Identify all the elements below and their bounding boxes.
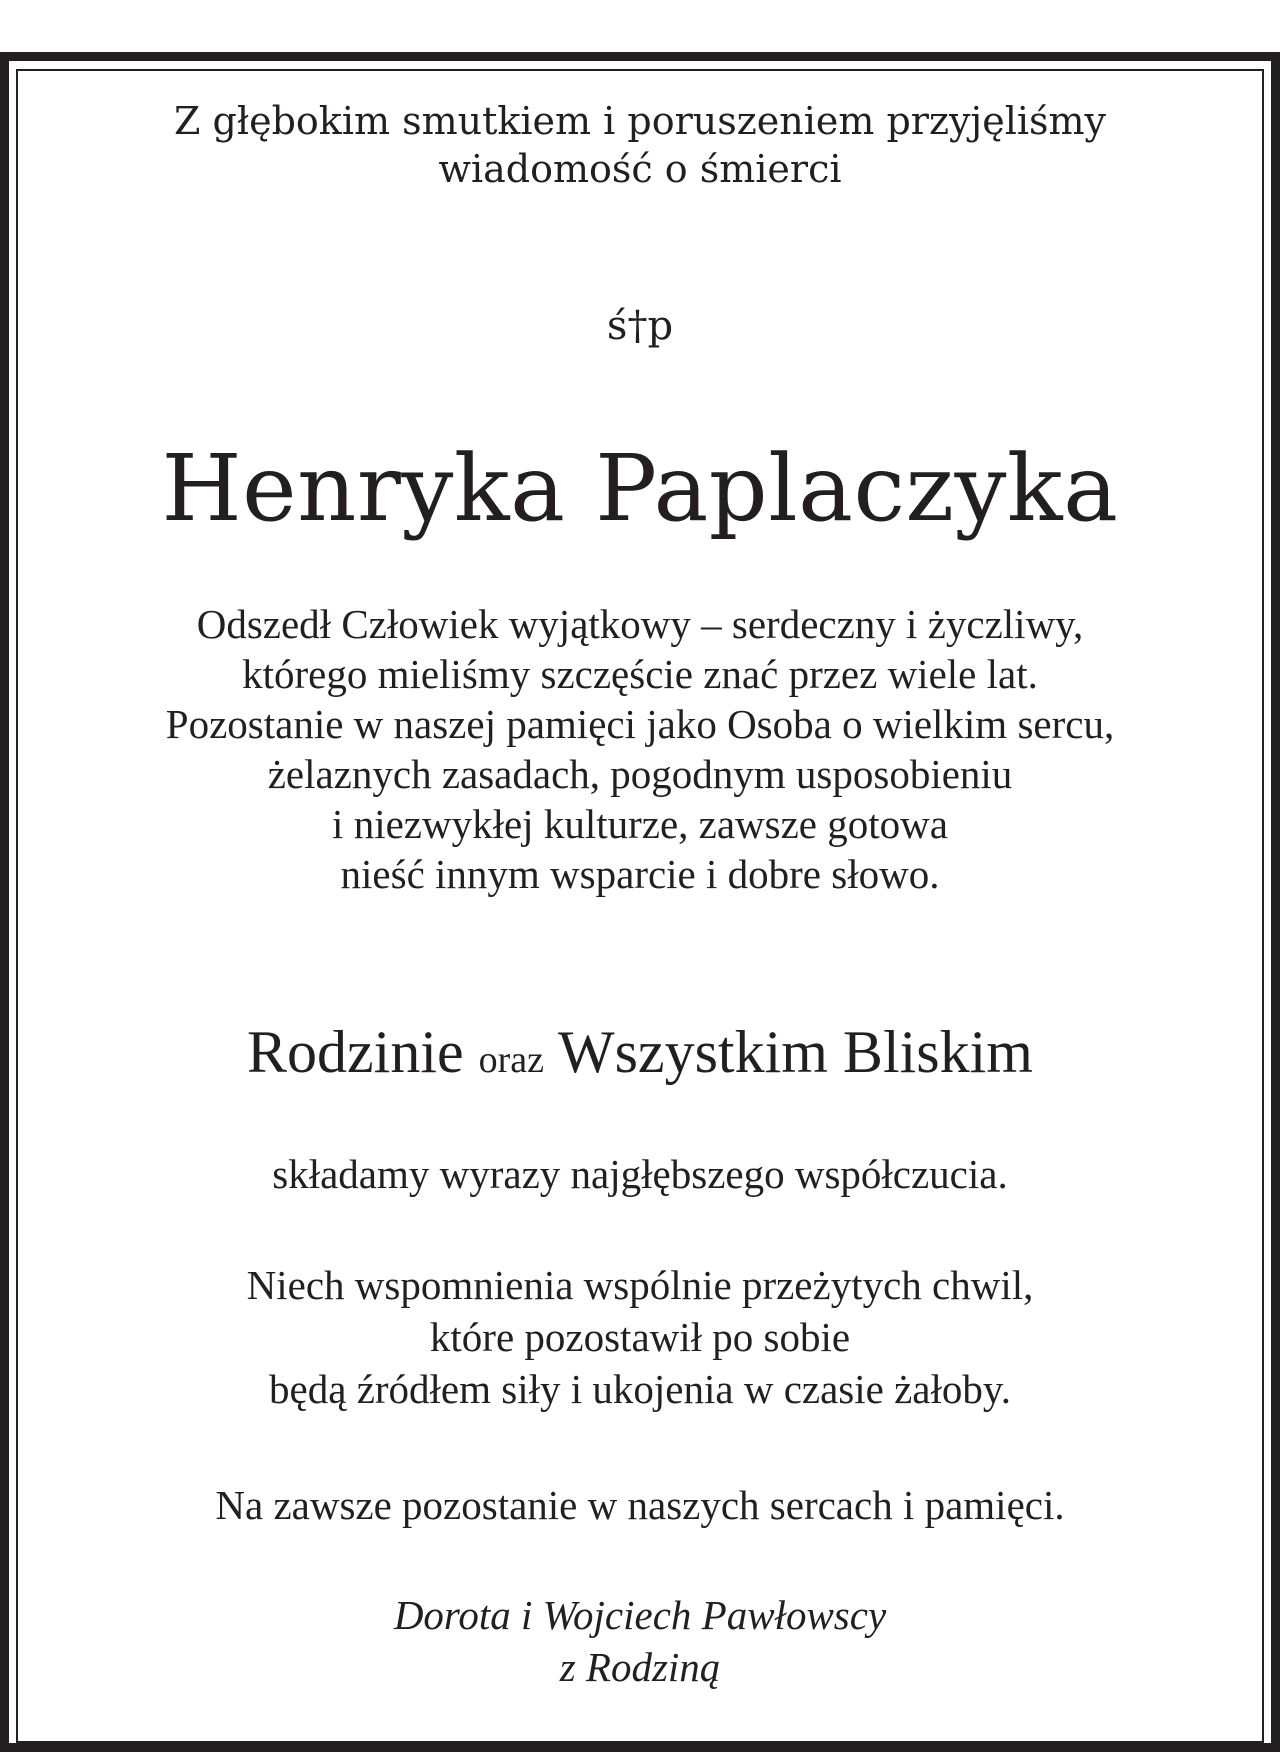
recipients-family: Rodzinie [247,1019,464,1085]
recipients-connector: oraz [478,1039,545,1081]
condolence-text: składamy wyrazy najgłębszego współczucia. [272,1151,1008,1197]
deceased-name: Henryka Paplaczyka [161,435,1119,542]
tribute-text [16,599,1264,899]
intro-line: wiadomość o śmierci [438,147,842,191]
signature-family: z Rodziną [559,1644,721,1690]
intro-line: Z głębokim smutkiem i poruszeniem przyjęliśmy [173,99,1107,143]
tribute-line: żelaznych zasadach, pogodnym usposobieniu [267,751,1013,797]
memories-line: będą źródłem siły i ukojenia w czasie żałoby. [269,1366,1011,1412]
recipients-relatives: Wszystkim Bliskim [557,1019,1033,1085]
tribute-line: Odszedł Człowiek wyjątkowy – serdeczny i życzliwy, [196,601,1084,647]
closing-text: Na zawsze pozostanie w naszych sercach i pamięci. [215,1482,1065,1528]
signature-names: Dorota i Wojciech Pawłowscy [393,1592,887,1638]
intro-text [16,97,1264,193]
memories-line: które pozostawił po sobie [429,1314,851,1360]
tribute-line: nieść innym wsparcie i dobre słowo. [340,851,940,897]
memories-line: Niech wspomnienia wspólnie przeżytych chwil, [246,1262,1034,1308]
tribute-line: Pozostanie w naszej pamięci jako Osoba o wielkim sercu, [165,701,1115,747]
memories-text [16,1259,1264,1415]
recipients-line [16,1017,1264,1095]
signature [16,1589,1264,1693]
tribute-line: i niezwykłej kulturze, zawsze gotowa [332,801,948,847]
tribute-line: którego mieliśmy szczęście znać przez wiele lat. [242,651,1038,697]
stp-cross-mark: ś†p [606,303,674,349]
